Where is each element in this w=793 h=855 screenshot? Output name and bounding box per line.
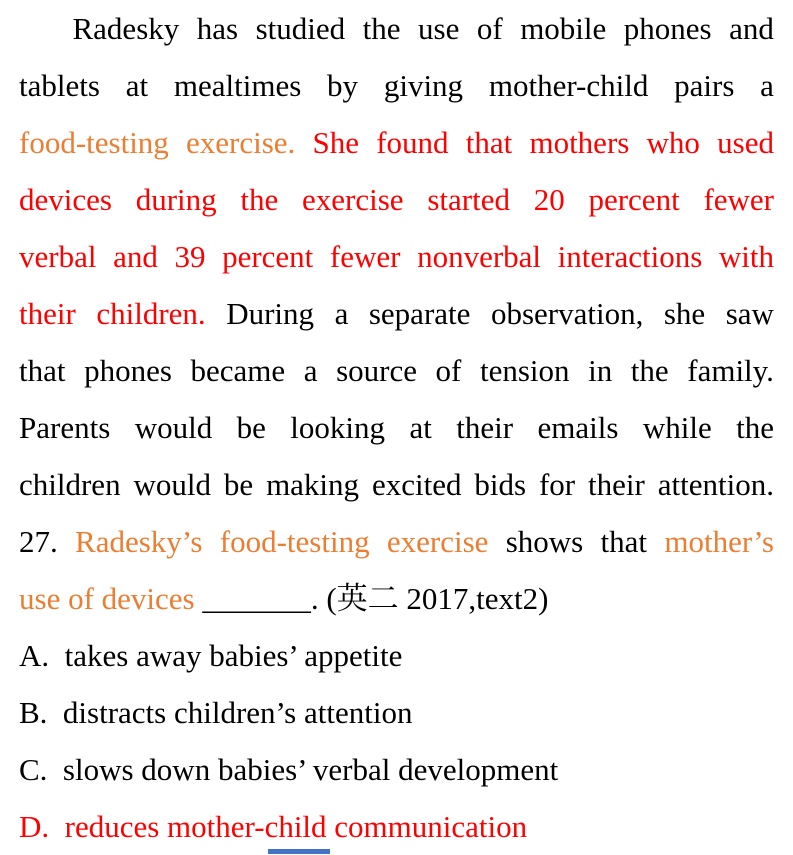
- word: phones: [623, 11, 712, 46]
- word: observation,: [490, 296, 644, 331]
- word: food-testing: [219, 524, 370, 559]
- word: percent: [588, 182, 680, 217]
- word: mothers: [529, 125, 630, 160]
- text-segment: B. distracts children’s attention: [19, 695, 413, 730]
- word: devices: [19, 182, 112, 217]
- word: that: [600, 524, 648, 559]
- word: Parents: [19, 410, 111, 445]
- word: children: [19, 467, 121, 502]
- word: use: [418, 11, 460, 46]
- text-segment: use of devices: [19, 581, 195, 616]
- word: attention.: [657, 467, 774, 502]
- word: saw: [725, 296, 774, 331]
- word: who: [646, 125, 700, 160]
- word: separate: [368, 296, 471, 331]
- word: be: [223, 467, 254, 502]
- word: mother-child: [488, 68, 649, 103]
- passage-line-8: [19, 399, 774, 456]
- word: in: [588, 353, 613, 388]
- word: with: [718, 239, 774, 274]
- word: and: [729, 11, 774, 46]
- word: at: [409, 410, 432, 445]
- word: Radesky’s: [75, 524, 203, 559]
- word: food-testing: [19, 125, 169, 160]
- word: by: [327, 68, 359, 103]
- word: phones: [84, 353, 172, 388]
- passage: [19, 0, 774, 855]
- word: while: [642, 410, 712, 445]
- passage-line-2: [19, 57, 774, 114]
- word: 39: [174, 239, 206, 274]
- word: children.: [96, 296, 206, 331]
- passage-line-9: [19, 456, 774, 513]
- word: making: [266, 467, 360, 502]
- word: nonverbal: [417, 239, 542, 274]
- word: during: [135, 182, 217, 217]
- word: would: [134, 410, 213, 445]
- word: used: [717, 125, 774, 160]
- passage-line-4: [19, 171, 774, 228]
- word: excited: [371, 467, 462, 502]
- word: the: [736, 410, 774, 445]
- passage-line-3: [19, 114, 774, 171]
- word: would: [133, 467, 211, 502]
- word: verbal: [19, 239, 97, 274]
- word: the: [630, 353, 669, 388]
- word: she: [663, 296, 706, 331]
- word: their: [19, 296, 76, 331]
- word: of: [435, 353, 462, 388]
- word: at: [125, 68, 149, 103]
- passage-line-6: [19, 285, 774, 342]
- word: exercise: [386, 524, 489, 559]
- word: exercise.: [186, 125, 296, 160]
- clipped-blue-bar: [268, 849, 330, 854]
- word: and: [113, 239, 158, 274]
- word: the: [240, 182, 279, 217]
- word: has: [196, 11, 239, 46]
- option-d: [19, 798, 774, 855]
- word: bids: [474, 467, 527, 502]
- question-line-2: [19, 570, 774, 627]
- word: percent: [222, 239, 314, 274]
- word: During: [226, 296, 315, 331]
- word: Radesky: [72, 11, 180, 46]
- text-segment: A. takes away babies’ appetite: [19, 638, 403, 673]
- word: their: [456, 410, 514, 445]
- word: that: [465, 125, 513, 160]
- word: 27.: [19, 524, 58, 559]
- word: became: [190, 353, 286, 388]
- word: started: [427, 182, 510, 217]
- word: interactions: [557, 239, 703, 274]
- word: fewer: [703, 182, 774, 217]
- word: found: [376, 125, 449, 160]
- word: mobile: [520, 11, 607, 46]
- word: of: [476, 11, 503, 46]
- word: looking: [290, 410, 386, 445]
- word: a: [303, 353, 318, 388]
- word: mealtimes: [173, 68, 302, 103]
- option-c: [19, 741, 774, 798]
- option-b: [19, 684, 774, 741]
- word: family.: [687, 353, 774, 388]
- word: She: [312, 125, 360, 160]
- word: 20: [533, 182, 565, 217]
- word: pairs: [674, 68, 735, 103]
- word: tension: [479, 353, 570, 388]
- word: for: [538, 467, 576, 502]
- word: source: [336, 353, 417, 388]
- word: the: [362, 11, 401, 46]
- text-segment: _______. (英二 2017,text2): [194, 581, 549, 616]
- word: mother’s: [664, 524, 774, 559]
- word: emails: [537, 410, 619, 445]
- word: be: [236, 410, 266, 445]
- text-segment: C. slows down babies’ verbal development: [19, 752, 559, 787]
- word: a: [334, 296, 349, 331]
- passage-line-1: [19, 0, 774, 57]
- word: studied: [255, 11, 346, 46]
- word: their: [588, 467, 645, 502]
- word: shows: [505, 524, 584, 559]
- word: exercise: [302, 182, 404, 217]
- word: fewer: [329, 239, 401, 274]
- passage-line-5: [19, 228, 774, 285]
- word: a: [760, 68, 774, 103]
- option-a: [19, 627, 774, 684]
- text-segment: D. reduces mother-child communication: [19, 809, 528, 844]
- word: giving: [383, 68, 464, 103]
- passage-line-7: [19, 342, 774, 399]
- word: that: [19, 353, 66, 388]
- question-line-1: [19, 513, 774, 570]
- word: tablets: [19, 68, 100, 103]
